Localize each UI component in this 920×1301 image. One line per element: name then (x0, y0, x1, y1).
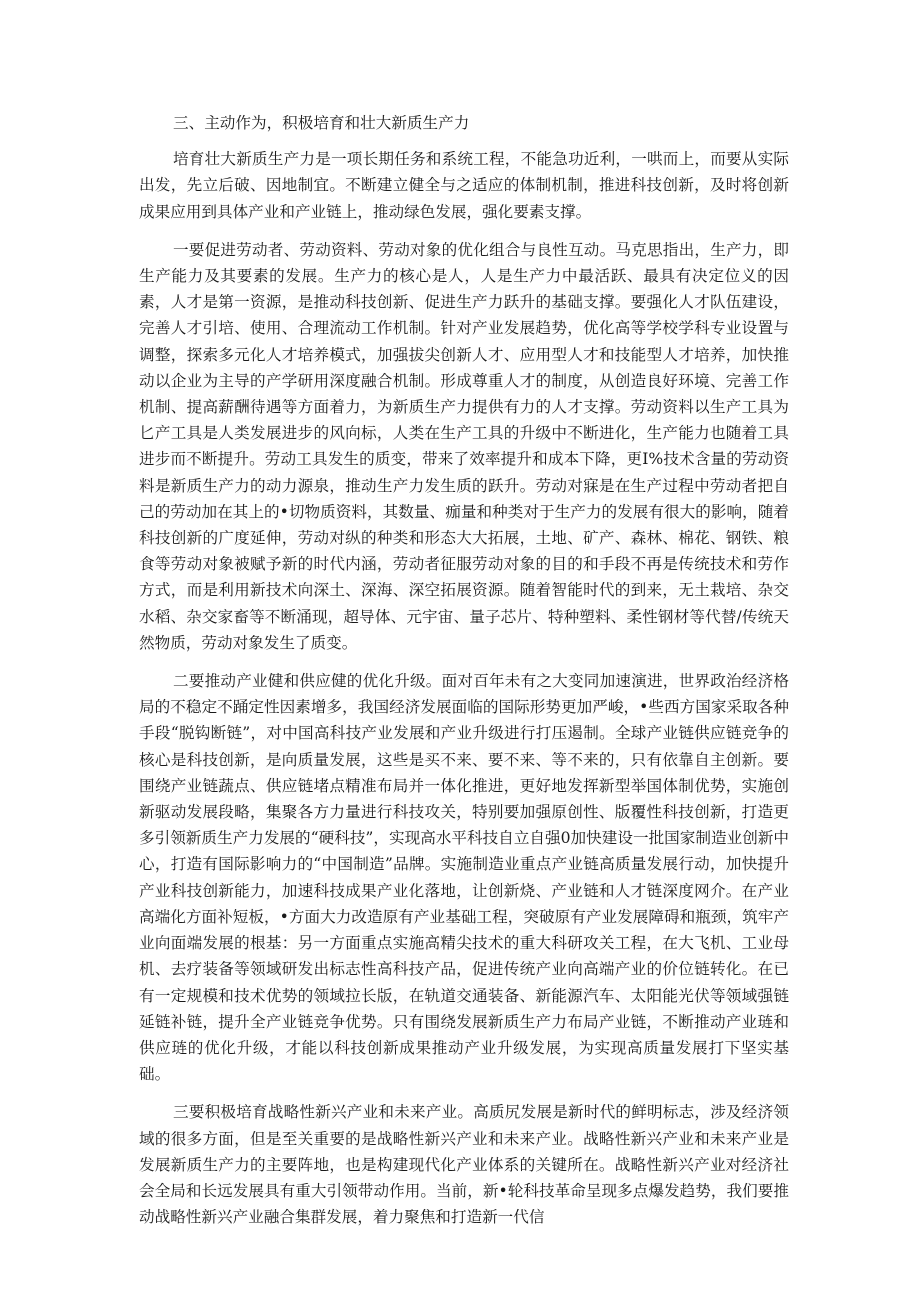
paragraph-intro: 培育壮大新质生产力是一项长期任务和系统工程，不能急功近利，一哄而上，而要从实际出发，先立后破、因地制宜。不断建立健全与之适应的体制机制，推进科技创新，及时将创新成果应用到具体产业和产业链上，推动绿色发展，强化要素支撑。 (139, 150, 789, 221)
paragraph-emerging-industries: 三要积极培育战略性新兴产业和未来产业。高质尻发展是新时代的鲜明标志，涉及经济领域的很多方面，但是至关重要的是战略性新兴产业和未来产业。战略性新兴产业和未来产业是发展新质生产力的主要阵地，也是构建现代化产业体系的关键所在。战略性新兴产业对经济社会全局和长远发展具有重大引领带动作用。当前，新•轮科技革命呈现多点爆发趋势，我们要推动战略性新兴产业融合集群发展，着力聚焦和打造新一代信 (139, 1103, 789, 1227)
paragraph-labor-factors: 一要促进劳动者、劳动资料、劳动对象的优化组合与良性互动。马克思指出，生产力，即生产能力及其要素的发展。生产力的核心是人，人是生产力中最活跃、最具有决定位义的因素，人才是第一资源，是推动科技创新、促进生产力跃升的基础支撑。要强化人才队伍建设，完善人才引培、使用、合理流动工作机制。针对产业发展趋势，优化高等学校学科专业设置与调整，探索多元化人才培养模式，加强拔尖创新人才、应用型人才和技能型人才培养，加快推动以企业为主导的产学研用深度融合机制。形成尊重人才的制度，从创造良好环境、完善工作机制、提高薪酬待遇等方面着力，为新质生产力提供有力的人才支撑。劳动资料以生产工具为匕产工具是人类发展进步的风向标，人类在生产工具的升级中不断进化，生产能力也随着工具进步而不断提升。劳动工具发生的质变，带来了效率提升和成本下降，更I%技术含量的劳动资料是新质生产力的动力源泉，推动生产力发生质的跃升。劳动对寐是在生产过程中劳动者把自己的劳动加在其上的•切物质资料，其数量、痂量和种类对于生产力的发展有很大的影响，随着科技创新的广度延伸，劳动对纵的种类和形态大大拓展，土地、矿产、森林、棉花、钢铁、粮食等劳动对象被赋予新的时代内涵，劳动者征服劳动对象的目的和手段不再是传统技术和劳作方式，而是利用新技术向深土、深海、深空拓展资源。随着智能时代的到来，无土栽培、杂交水稻、杂交家畜等不断涌现，超导体、元宇宙、量子芯片、特种塑料、柔性钢材等代替/传统天然物质，劳动对象发生了质变。 (139, 240, 789, 652)
section-heading: 三、主动作为，积极培育和壮大新质生产力 (173, 114, 470, 132)
document-page (139, 110, 789, 1242)
paragraph-industry-chain: 二要推动产业健和供应健的优化升级。面对百年未有之大变同加速演进，世界政治经济格局的不稳定不踊定性因素增多，我国经济发展面临的国际形势更加严峻，•些西方国家采取各种手段“脱钩断链”，对中国高科技产业发展和产业升级进行打压遏制。全球产业链供应链竞争的核心是科技创新，是向质量发展，这些是买不来、要不来、等不来的，只有依靠自主创新。要围绕产业链蔬点、供应链堵点精准布局并一体化推进，更好地发挥新型举国体制优势，实施创新驱动发展段略，集聚各方力量进行科技攻关，特别要加强原创性、版覆性科技创新，打造更多引领新质生产力发展的“硬科技”，实现高水平科技自立自强0加快建设一批国家制造业创新中心，打造有国际影响力的“中国制造”品牌。实施制造业重点产业链高质量发展行动，加快提升产业科技创新能力，加速科技成果产业化落地，让创新烧、产业链和人才链深度网介。在产业高端化方面补短板，•方面大力改造原有产业基础工程，突破原有产业发展障碍和瓶颈，筑牢产业向面端发展的根基：另一方面重点实施高精尖技术的重大科研攻关工程，在大飞机、工业母机、去疗装备等领域研发出标志性高科技产品，促进传统产业向高端产业的价位链转化。在已有一定规模和技术优势的领域拉长版，在轨道交通装备、新能源汽车、太阳能光伏等领域强链延链补链，提升全产业链竞争优势。只有围绕发展新质生产力布局产业链，不断推动产业琏和供应琏的优化升级，才能以科技创新成果推动产业升级发展，为实现高质量发展打下坚实基础。 (139, 672, 789, 1084)
